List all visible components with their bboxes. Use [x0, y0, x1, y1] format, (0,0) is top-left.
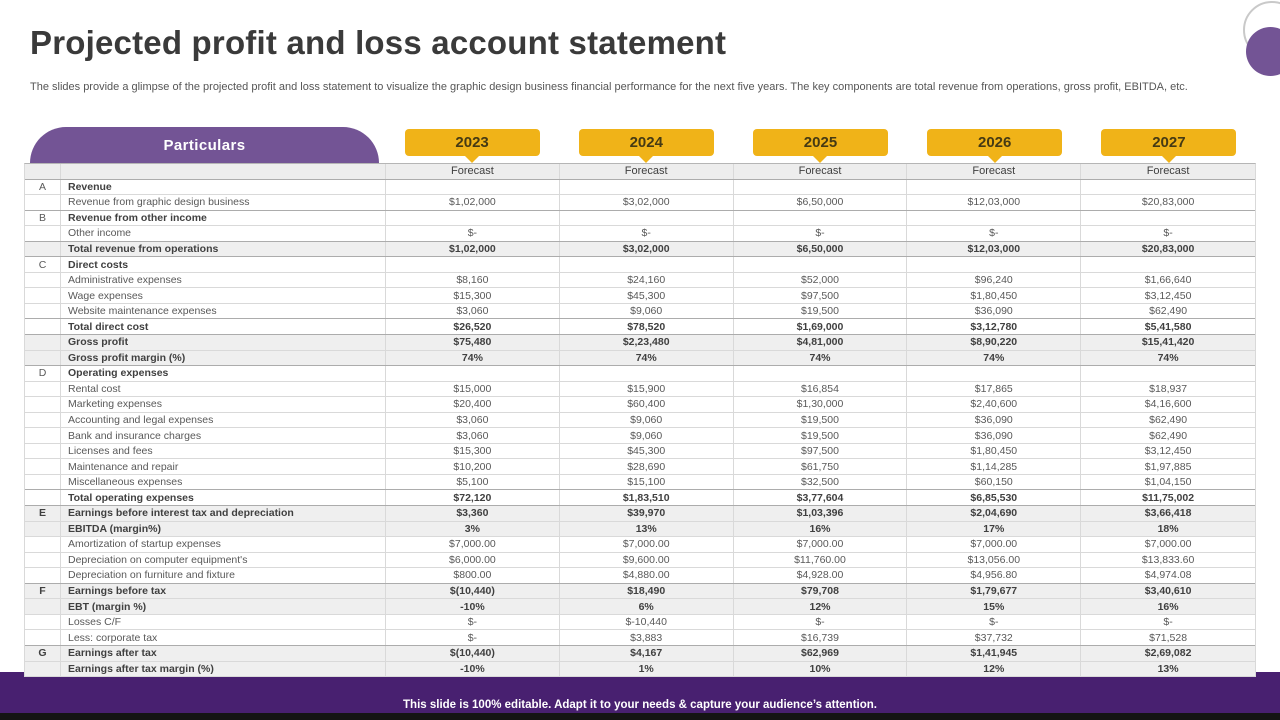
row-value: $1,66,640	[1144, 274, 1192, 287]
row-value	[386, 211, 560, 226]
row-value: $5,41,580	[1144, 320, 1192, 333]
table-row	[25, 256, 1255, 272]
row-value: $19,500	[734, 304, 908, 319]
row-value: $4,16,600	[1144, 398, 1192, 411]
row-value	[734, 366, 908, 381]
row-value: 13%	[560, 522, 734, 537]
row-value	[907, 211, 1081, 226]
row-letter	[25, 615, 61, 630]
row-value	[1081, 211, 1255, 226]
row-value: $3,360	[386, 506, 560, 521]
row-value: $15,300	[386, 444, 560, 459]
row-value: $(10,440)	[386, 584, 560, 599]
row-value: $15,000	[386, 382, 560, 397]
row-value: $1,97,885	[1144, 460, 1192, 473]
row-label: Earnings after tax	[61, 646, 386, 661]
year-cell	[908, 127, 1082, 163]
row-value: -10%	[386, 599, 560, 614]
row-letter	[25, 319, 61, 334]
row-letter: D	[25, 366, 61, 381]
row-label: Total direct cost	[61, 319, 386, 334]
row-value: $37,732	[907, 630, 1081, 645]
row-label: Bank and insurance charges	[61, 428, 386, 443]
table-row	[25, 427, 1255, 443]
table-row	[25, 521, 1255, 537]
row-value: $3,883	[560, 630, 734, 645]
row-value: 12%	[734, 599, 908, 614]
year-badge: 2025	[753, 129, 888, 156]
row-value: 74%	[734, 351, 908, 366]
row-letter	[25, 226, 61, 241]
row-label: Wage expenses	[61, 288, 386, 303]
row-label: Licenses and fees	[61, 444, 386, 459]
row-value: $-	[386, 630, 560, 645]
row-label: EBT (margin %)	[61, 599, 386, 614]
row-value: $3,060	[386, 413, 560, 428]
row-value: $-	[386, 615, 560, 630]
row-value: 74%	[560, 351, 734, 366]
row-letter: E	[25, 506, 61, 521]
year-badge: 2024	[579, 129, 714, 156]
table-row	[25, 567, 1255, 583]
row-value: $36,090	[907, 428, 1081, 443]
row-letter	[25, 413, 61, 428]
row-label: Earnings before interest tax and depreciation	[61, 506, 386, 521]
row-value: $-	[907, 615, 1081, 630]
table-row	[25, 661, 1255, 677]
row-value: $4,974.08	[1144, 569, 1192, 582]
row-label: Depreciation on furniture and fixture	[61, 568, 386, 583]
row-value: $96,240	[907, 273, 1081, 288]
row-value: $7,000.00	[386, 537, 560, 552]
row-value	[386, 180, 560, 195]
row-value: $72,120	[386, 490, 560, 505]
row-value: 1%	[560, 662, 734, 677]
row-value	[734, 180, 908, 195]
row-label: Operating expenses	[61, 366, 386, 381]
table-row	[25, 598, 1255, 614]
row-value	[734, 257, 908, 272]
row-value: $2,04,690	[907, 506, 1081, 521]
bottom-strip	[0, 713, 1280, 720]
row-value: $2,40,600	[907, 397, 1081, 412]
row-value: $9,600.00	[560, 553, 734, 568]
row-value	[1081, 180, 1255, 195]
row-value: $19,500	[734, 428, 908, 443]
year-badge: 2026	[927, 129, 1062, 156]
row-letter	[25, 553, 61, 568]
row-value: $52,000	[734, 273, 908, 288]
row-value: $18,937	[1149, 382, 1188, 395]
row-value: 74%	[907, 351, 1081, 366]
row-label: Earnings after tax margin (%)	[61, 662, 386, 677]
row-label: EBITDA (margin%)	[61, 522, 386, 537]
row-value: $62,490	[1149, 429, 1188, 442]
row-value: -10%	[386, 662, 560, 677]
row-value: $8,160	[386, 273, 560, 288]
row-value: 74%	[1157, 351, 1179, 364]
row-value	[734, 211, 908, 226]
row-value: 16%	[734, 522, 908, 537]
row-value: $45,300	[560, 444, 734, 459]
particulars-label: Particulars	[163, 136, 246, 154]
particulars-header	[30, 127, 379, 163]
table-row	[25, 629, 1255, 645]
row-value	[907, 257, 1081, 272]
table-row	[25, 350, 1255, 366]
table-row	[25, 412, 1255, 428]
row-value: $15,900	[560, 382, 734, 397]
row-value: 17%	[907, 522, 1081, 537]
row-value: $97,500	[734, 288, 908, 303]
row-value: 74%	[386, 351, 560, 366]
row-value: $1,14,285	[907, 459, 1081, 474]
row-value: $61,750	[734, 459, 908, 474]
row-value: $79,708	[734, 584, 908, 599]
row-letter: G	[25, 646, 61, 661]
row-letter	[25, 195, 61, 210]
row-value: $15,300	[386, 288, 560, 303]
row-letter: C	[25, 257, 61, 272]
row-letter	[25, 382, 61, 397]
row-value: $-	[1163, 616, 1173, 629]
row-value: $3,02,000	[560, 242, 734, 257]
row-value: $13,833.60	[1141, 553, 1195, 566]
row-value	[560, 257, 734, 272]
row-value: $3,12,450	[1144, 289, 1192, 302]
table-row	[25, 365, 1255, 381]
row-value: $-	[734, 615, 908, 630]
table-row	[25, 179, 1255, 195]
table-row	[25, 303, 1255, 319]
forecast-cell: Forecast	[560, 164, 734, 179]
row-letter	[25, 599, 61, 614]
row-value	[560, 180, 734, 195]
row-letter	[25, 444, 61, 459]
row-letter	[25, 537, 61, 552]
forecast-cell: Forecast	[907, 164, 1081, 179]
row-value: $32,500	[734, 475, 908, 490]
forecast-header-row	[25, 164, 1255, 179]
year-cell	[1082, 127, 1256, 163]
row-value: $39,970	[560, 506, 734, 521]
row-value: $16,854	[734, 382, 908, 397]
row-value: 12%	[907, 662, 1081, 677]
row-value: $11,760.00	[734, 553, 908, 568]
row-label: Administrative expenses	[61, 273, 386, 288]
row-value: $1,41,945	[907, 646, 1081, 661]
row-value: $3,12,450	[1144, 445, 1192, 458]
row-value: $10,200	[386, 459, 560, 474]
row-value: $800.00	[386, 568, 560, 583]
row-value: 10%	[734, 662, 908, 677]
forecast-cell: Forecast	[386, 164, 560, 179]
row-value: $13,056.00	[907, 553, 1081, 568]
row-value: $1,80,450	[907, 288, 1081, 303]
row-letter	[25, 459, 61, 474]
row-value: $1,02,000	[386, 195, 560, 210]
footer-note: This slide is 100% editable. Adapt it to your needs & capture your audience’s attention.	[403, 699, 877, 711]
table-row	[25, 505, 1255, 521]
table-row	[25, 583, 1255, 599]
label-cell	[61, 164, 386, 179]
table-row	[25, 489, 1255, 505]
row-letter	[25, 335, 61, 350]
row-value: $71,528	[1149, 631, 1188, 644]
row-value: $-	[734, 226, 908, 241]
row-value: $36,090	[907, 413, 1081, 428]
row-value: $6,000.00	[386, 553, 560, 568]
row-value: $-	[1163, 227, 1173, 240]
row-value: $5,100	[386, 475, 560, 490]
table-row	[25, 552, 1255, 568]
row-value: $97,500	[734, 444, 908, 459]
row-letter	[25, 630, 61, 645]
row-value: 3%	[386, 522, 560, 537]
row-label: Miscellaneous expenses	[61, 475, 386, 490]
row-value: $2,23,480	[560, 335, 734, 350]
row-value: $19,500	[734, 413, 908, 428]
row-value: $15,100	[560, 475, 734, 490]
purple-circle-decoration	[1246, 27, 1280, 76]
row-value: $28,690	[560, 459, 734, 474]
table-row	[25, 614, 1255, 630]
row-value: $4,81,000	[734, 335, 908, 350]
row-label: Revenue from other income	[61, 211, 386, 226]
row-value: $8,90,220	[907, 335, 1081, 350]
row-value	[1081, 366, 1255, 381]
row-label: Direct costs	[61, 257, 386, 272]
row-label: Total operating expenses	[61, 490, 386, 505]
row-value: $3,12,780	[907, 319, 1081, 334]
row-value: $17,865	[907, 382, 1081, 397]
row-value: $26,520	[386, 319, 560, 334]
row-value: $4,880.00	[560, 568, 734, 583]
row-letter	[25, 397, 61, 412]
year-cell	[559, 127, 733, 163]
forecast-cell: Forecast	[734, 164, 908, 179]
row-value: $1,04,150	[1144, 476, 1192, 489]
row-value	[1081, 257, 1255, 272]
row-value: $1,83,510	[560, 490, 734, 505]
row-letter	[25, 273, 61, 288]
row-value: $3,060	[386, 304, 560, 319]
row-value: $60,400	[560, 397, 734, 412]
row-value: 16%	[1157, 600, 1179, 613]
row-value	[386, 366, 560, 381]
letter-cell	[25, 164, 61, 179]
row-label: Losses C/F	[61, 615, 386, 630]
row-value: $3,66,418	[1144, 507, 1192, 520]
row-value: $62,490	[1149, 414, 1188, 427]
row-label: Maintenance and repair	[61, 459, 386, 474]
row-label: Earnings before tax	[61, 584, 386, 599]
table-row	[25, 194, 1255, 210]
row-value: $4,956.80	[907, 568, 1081, 583]
row-value: $9,060	[560, 413, 734, 428]
table-row	[25, 381, 1255, 397]
row-label: Accounting and legal expenses	[61, 413, 386, 428]
row-value	[386, 257, 560, 272]
row-value: $6,85,530	[907, 490, 1081, 505]
table-row	[25, 443, 1255, 459]
row-value: $12,03,000	[907, 195, 1081, 210]
row-label: Website maintenance expenses	[61, 304, 386, 319]
row-label: Depreciation on computer equipment's	[61, 553, 386, 568]
row-value: $60,150	[907, 475, 1081, 490]
row-letter	[25, 662, 61, 677]
row-value: 13%	[1157, 662, 1179, 675]
row-value: $16,739	[734, 630, 908, 645]
slide-subtitle: The slides provide a glimpse of the projected profit and loss statement to visualize the graphic design business financial performance for the next five years. The key components are total revenue from operations, gross profit, EBITDA, etc.	[30, 81, 1188, 93]
row-value: 15%	[907, 599, 1081, 614]
row-value: $7,000.00	[1144, 538, 1192, 551]
row-letter: A	[25, 180, 61, 195]
row-letter	[25, 522, 61, 537]
row-letter	[25, 304, 61, 319]
row-letter	[25, 568, 61, 583]
table-row	[25, 396, 1255, 412]
row-value: $-	[907, 226, 1081, 241]
row-value: $20,400	[386, 397, 560, 412]
row-label: Marketing expenses	[61, 397, 386, 412]
row-value: $6,50,000	[734, 242, 908, 257]
table-row	[25, 210, 1255, 226]
row-value: $1,69,000	[734, 319, 908, 334]
row-value: $7,000.00	[560, 537, 734, 552]
row-label: Rental cost	[61, 382, 386, 397]
row-value: $9,060	[560, 304, 734, 319]
row-value: $20,83,000	[1141, 243, 1195, 255]
row-letter	[25, 490, 61, 505]
row-value: 6%	[560, 599, 734, 614]
row-label: Less: corporate tax	[61, 630, 386, 645]
row-value: $9,060	[560, 428, 734, 443]
row-value: $1,80,450	[907, 444, 1081, 459]
table-row	[25, 458, 1255, 474]
year-badge: 2023	[405, 129, 540, 156]
row-value: $12,03,000	[907, 242, 1081, 257]
row-value: $-	[560, 226, 734, 241]
row-value: $3,40,610	[1144, 585, 1192, 598]
row-value: $-10,440	[560, 615, 734, 630]
row-value: $2,69,082	[1144, 647, 1192, 660]
row-letter	[25, 288, 61, 303]
row-value: $(10,440)	[386, 646, 560, 661]
row-value: $1,79,677	[907, 584, 1081, 599]
page-title: Projected profit and loss account statement	[30, 24, 727, 61]
table-row	[25, 334, 1255, 350]
forecast-cell: Forecast	[1146, 165, 1190, 178]
table-row	[25, 287, 1255, 303]
row-letter	[25, 242, 61, 257]
year-badge: 2027	[1101, 129, 1236, 156]
row-value: $3,02,000	[560, 195, 734, 210]
table-row	[25, 272, 1255, 288]
table-row	[25, 645, 1255, 661]
row-letter: F	[25, 584, 61, 599]
row-value: $4,167	[560, 646, 734, 661]
row-letter	[25, 475, 61, 490]
row-letter	[25, 351, 61, 366]
row-label: Other income	[61, 226, 386, 241]
row-letter: B	[25, 211, 61, 226]
year-cell	[385, 127, 559, 163]
year-cell	[733, 127, 907, 163]
table-header-band	[24, 127, 1256, 163]
table-row	[25, 536, 1255, 552]
row-label: Gross profit	[61, 335, 386, 350]
table-row	[25, 225, 1255, 241]
row-value: $18,490	[560, 584, 734, 599]
table-row	[25, 318, 1255, 334]
row-value: 18%	[1157, 522, 1179, 535]
row-letter	[25, 428, 61, 443]
table-row	[25, 474, 1255, 490]
row-label: Revenue from graphic design business	[61, 195, 386, 210]
row-value	[560, 211, 734, 226]
row-value: $78,520	[560, 319, 734, 334]
row-value: $3,77,604	[734, 490, 908, 505]
row-label: Total revenue from operations	[61, 242, 386, 257]
row-value: $20,83,000	[1141, 196, 1195, 209]
row-value: $24,160	[560, 273, 734, 288]
row-value: $45,300	[560, 288, 734, 303]
row-value: $3,060	[386, 428, 560, 443]
row-label: Gross profit margin (%)	[61, 351, 386, 366]
row-value: $62,969	[734, 646, 908, 661]
row-value: $1,30,000	[734, 397, 908, 412]
row-value: $11,75,002	[1142, 491, 1195, 504]
profit-loss-table	[24, 163, 1256, 677]
row-value	[560, 366, 734, 381]
row-value: $6,50,000	[734, 195, 908, 210]
row-value: $1,03,396	[734, 506, 908, 521]
row-value	[907, 180, 1081, 195]
row-value: $1,02,000	[386, 242, 560, 257]
row-value: $36,090	[907, 304, 1081, 319]
row-value	[907, 366, 1081, 381]
row-value: $62,490	[1149, 305, 1188, 318]
row-value: $7,000.00	[734, 537, 908, 552]
row-label: Amortization of startup expenses	[61, 537, 386, 552]
table-row	[25, 241, 1255, 257]
row-value: $-	[386, 226, 560, 241]
row-value: $4,928.00	[734, 568, 908, 583]
row-value: $15,41,420	[1141, 336, 1195, 349]
row-value: $75,480	[386, 335, 560, 350]
row-value: $7,000.00	[907, 537, 1081, 552]
row-label: Revenue	[61, 180, 386, 195]
